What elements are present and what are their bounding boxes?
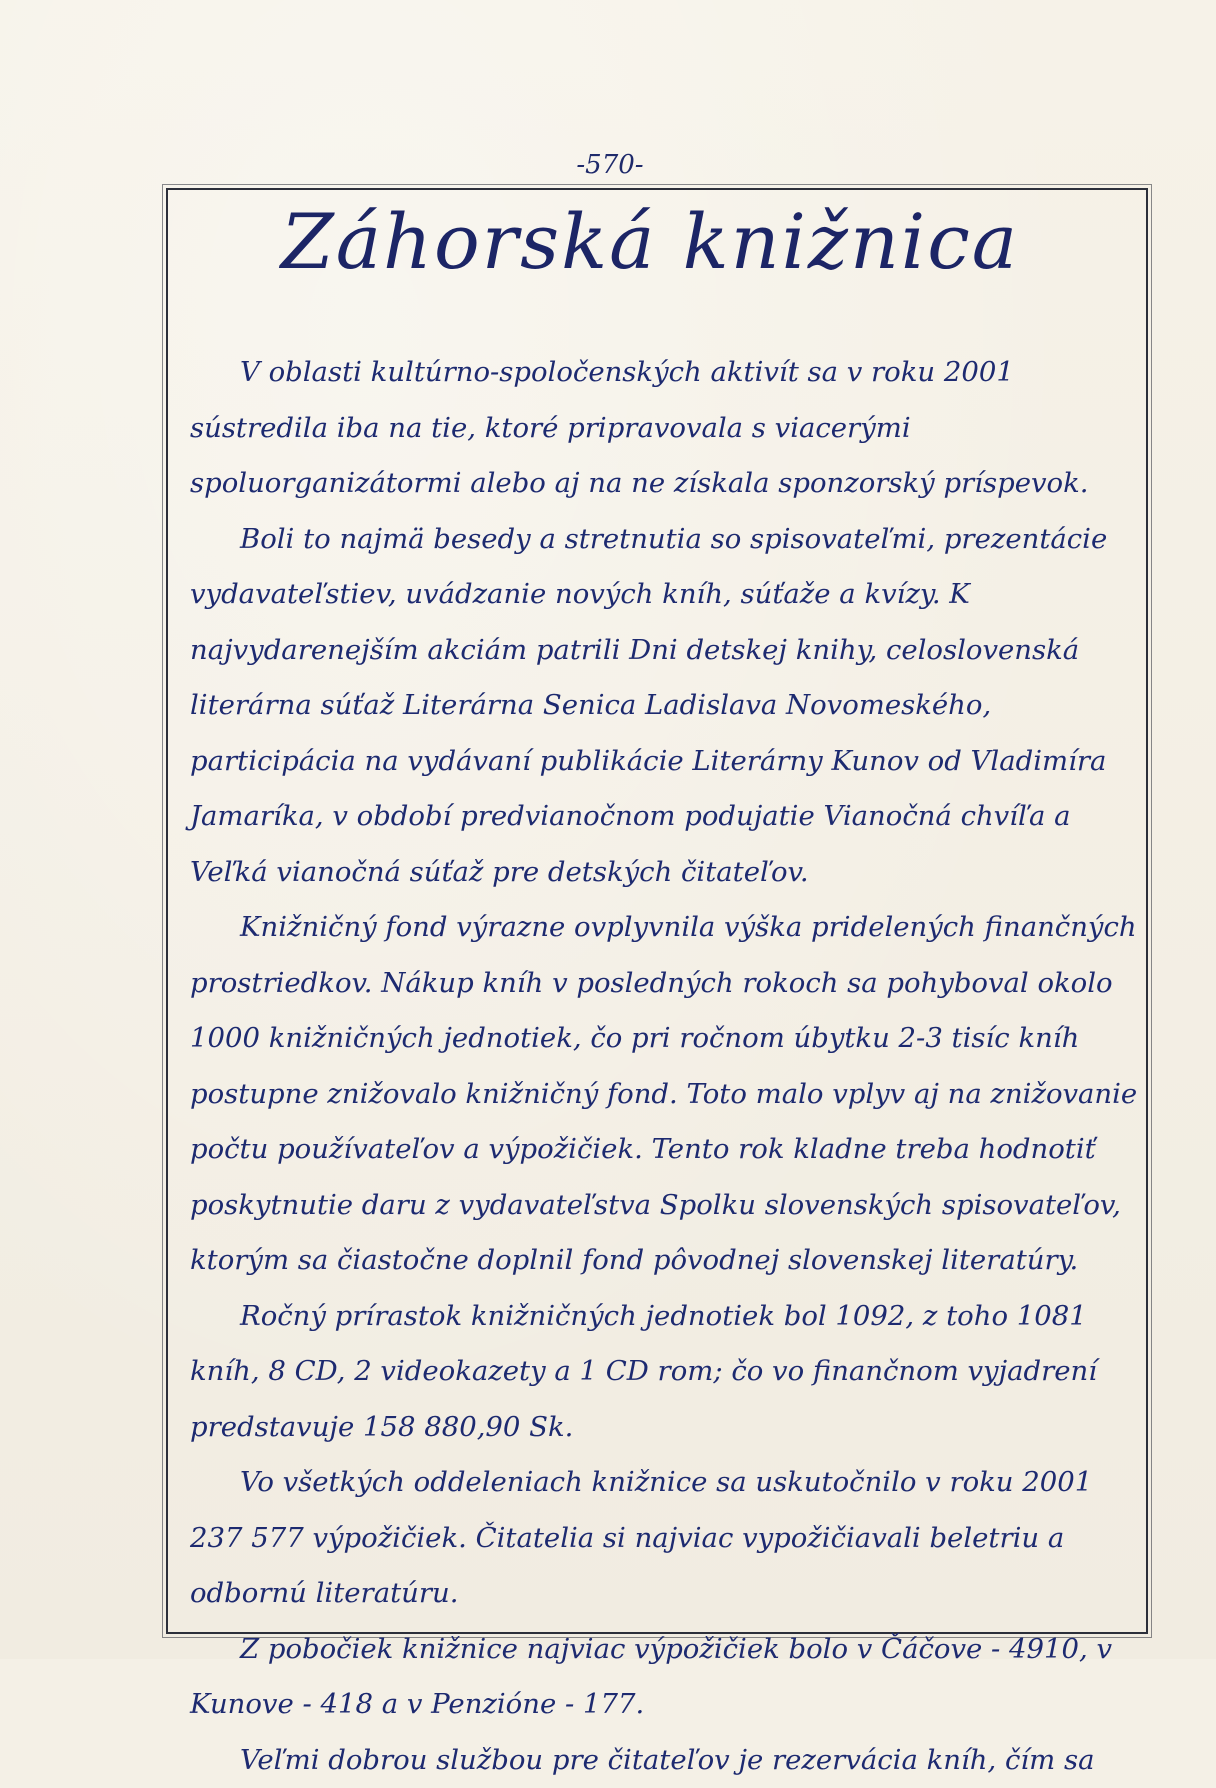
page-number: -570- [560, 150, 660, 180]
paragraph-7: Veľmi dobrou službou pre čitateľov je rezervácia kníh, čím sa [190, 1733, 1140, 1788]
paragraph-1: V oblasti kultúrno-spoločenských aktivít sa v roku 2001 sústredila iba na tie, ktoré pripravovala s viacerými spoluorganizátormi alebo aj na ne získala sponzorský príspevok. [190, 345, 1140, 512]
handwritten-body [190, 345, 1140, 1788]
paragraph-6: Z pobočiek knižnice najviac výpožičiek bolo v Čáčove - 4910, v Kunove - 418 a v Penzióne - 177. [190, 1622, 1140, 1733]
paragraph-4: Ročný prírastok knižničných jednotiek bol 1092, z toho 1081 kníh, 8 CD, 2 videokazety a 1 CD rom; čo vo finančnom vyjadrení predstavuje 158 880,90 Sk. [190, 1289, 1140, 1456]
paragraph-5: Vo všetkých oddeleniach knižnice sa uskutočnilo v roku 2001 237 577 výpožičiek. Čitatelia si najviac vypožičiavali beletriu a odbornú literatúru. [190, 1455, 1140, 1622]
paragraph-3: Knižničný fond výrazne ovplyvnila výška pridelených finančných prostriedkov. Nákup kníh v posledných rokoch sa pohyboval okolo 1000 knižničných jednotiek, čo pri ročnom úbytku 2-3 tisíc kníh postupne znižovalo knižničný fond. Toto malo vplyv aj na znižovanie počtu používateľov a výpožičiek. Tento rok kladne treba hodnotiť poskytnutie daru z vydavateľstva Spolku slovenských spisovateľov, ktorým sa čiastočne doplnil fond pôvodnej slovenskej literatúry. [190, 900, 1140, 1289]
paragraph-2: Boli to najmä besedy a stretnutia so spisovateľmi, prezentácie vydavateľstiev, uvádzanie nových kníh, súťaže a kvízy. K najvydarenejším akciám patrili Dni detskej knihy, celoslovenská literárna súťaž Literárna Senica Ladislava Novomeského, participácia na vydávaní publikácie Literárny Kunov od Vladimíra Jamaríka, v období predvianočnom podujatie Vianočná chvíľa a Veľká vianočná súťaž pre detských čitateľov. [190, 512, 1140, 901]
page-title: Záhorská knižnica [200, 200, 1100, 284]
